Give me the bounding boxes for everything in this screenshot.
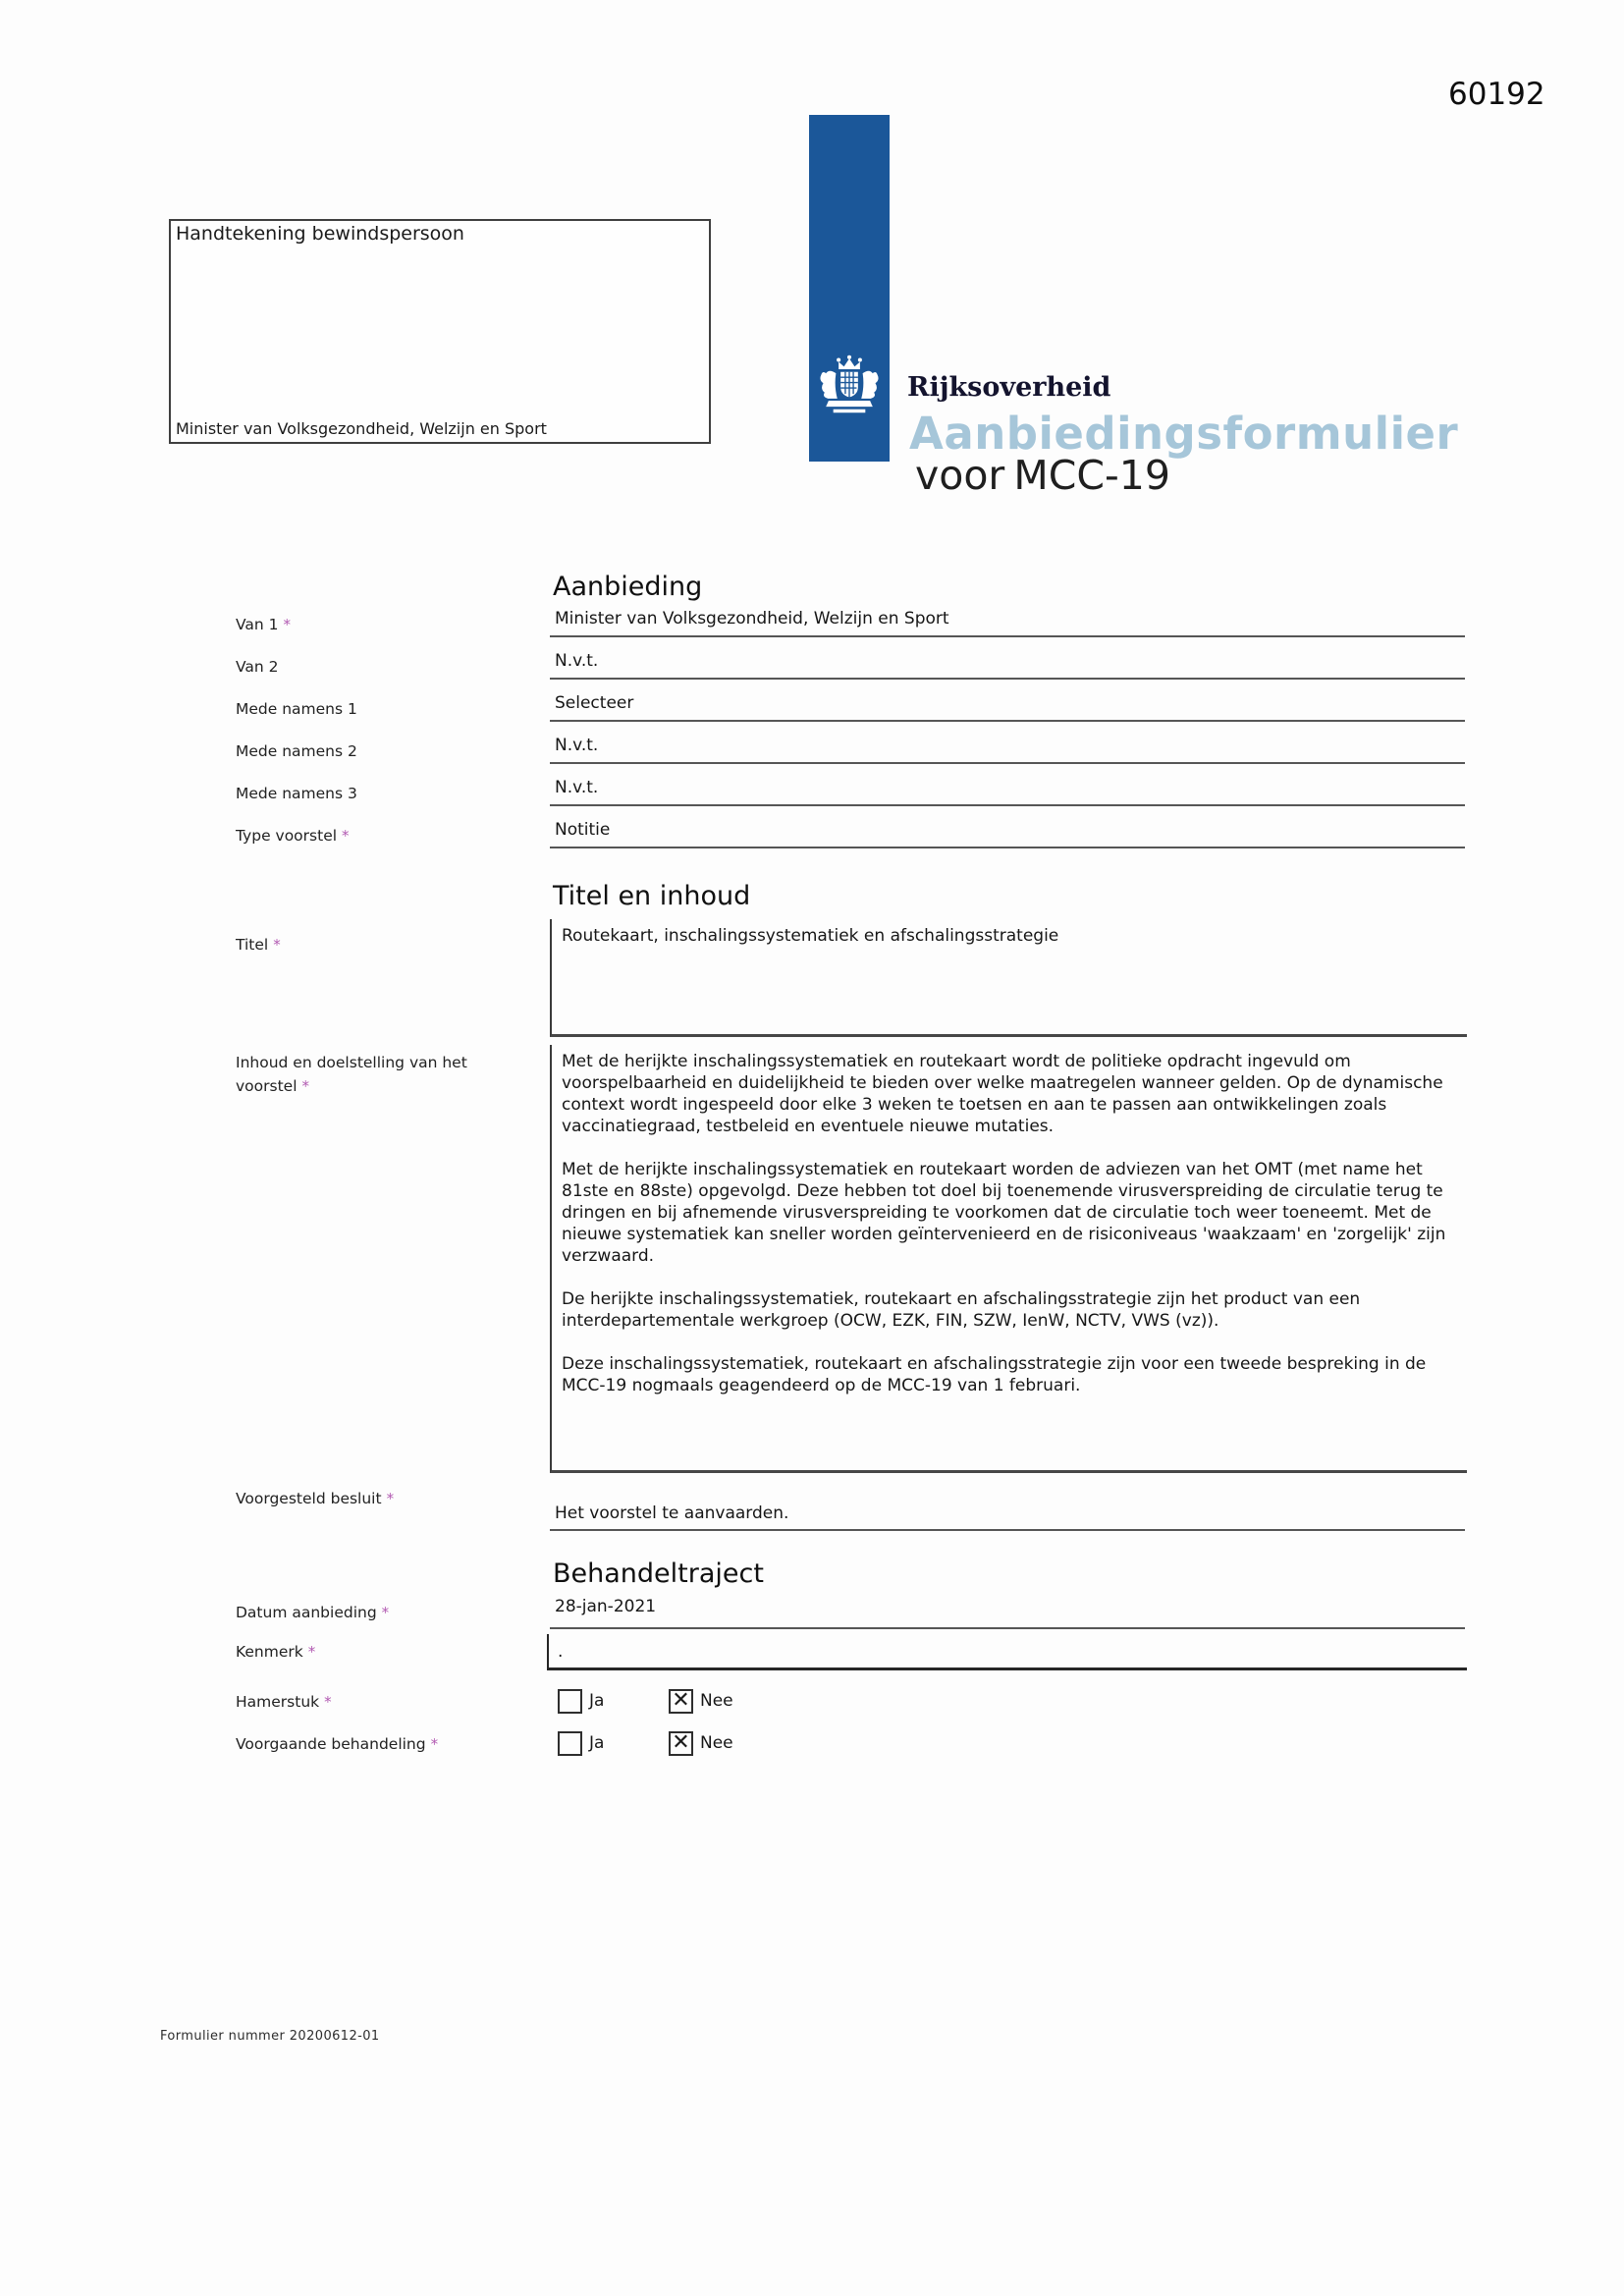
signature-box-title: Handtekening bewindspersoon bbox=[176, 223, 464, 245]
inhoud-paragraph-4: Deze inschalingssystematiek, routekaart en afschalingsstrategie zijn voor een tweede bespreking in de MCC-19 nogmaals geagendeerd op de MCC-19 van 1 februari. bbox=[562, 1354, 1427, 1395]
field-underline bbox=[550, 720, 1465, 722]
form-title: Aanbiedingsformulier bbox=[909, 408, 1459, 460]
required-asterisk: * bbox=[283, 616, 292, 633]
form-subtitle: voor MCC-19 bbox=[915, 452, 1170, 499]
voorgaande-behandeling-checkbox-ja-label: Ja bbox=[589, 1733, 605, 1753]
field-row-type-voorstel bbox=[0, 820, 1624, 863]
field-row-van-2 bbox=[0, 651, 1624, 694]
required-asterisk: * bbox=[386, 1490, 395, 1507]
signature-signer-label: Minister van Volksgezondheid, Welzijn en Sport bbox=[176, 419, 547, 438]
field-label-inhoud: Inhoud en doelstelling van het voorstel * bbox=[236, 1054, 467, 1095]
form-number: Formulier nummer 20200612-01 bbox=[160, 2029, 380, 2044]
hamerstuk-checkbox-nee[interactable]: ✕ bbox=[669, 1689, 693, 1714]
field-underline bbox=[550, 678, 1465, 680]
field-value-inhoud bbox=[552, 1045, 1467, 1402]
field-value-mede-namens-3[interactable]: N.v.t. bbox=[555, 778, 599, 797]
field-label-kenmerk: Kenmerk * bbox=[236, 1643, 316, 1661]
field-underline bbox=[550, 804, 1465, 806]
field-titel-textbox[interactable] bbox=[550, 919, 1467, 1037]
required-asterisk: * bbox=[430, 1735, 439, 1753]
field-row-mede-namens-1 bbox=[0, 693, 1624, 737]
required-asterisk: * bbox=[273, 936, 281, 954]
rijksoverheid-crest-icon bbox=[816, 354, 883, 418]
field-inhoud-textbox[interactable] bbox=[550, 1045, 1467, 1473]
field-label-mede-namens-1: Mede namens 1 bbox=[236, 700, 357, 718]
field-underline bbox=[550, 847, 1465, 848]
field-value-type-voorstel[interactable]: Notitie bbox=[555, 820, 611, 840]
signature-field[interactable] bbox=[169, 219, 711, 444]
field-label-voorgesteld-besluit: Voorgesteld besluit * bbox=[236, 1490, 395, 1507]
field-value-voorgesteld-besluit[interactable]: Het voorstel te aanvaarden. bbox=[555, 1503, 789, 1523]
field-label-mede-namens-2: Mede namens 2 bbox=[236, 742, 357, 760]
field-label-van-1: Van 1 * bbox=[236, 616, 292, 633]
field-label-datum-aanbieding: Datum aanbieding * bbox=[236, 1604, 390, 1621]
field-value-van-1[interactable]: Minister van Volksgezondheid, Welzijn en Sport bbox=[555, 609, 949, 629]
field-label-voorgaande-behandeling: Voorgaande behandeling * bbox=[236, 1735, 439, 1753]
section-title-behandeltraject: Behandeltraject bbox=[553, 1558, 764, 1589]
field-label-titel: Titel * bbox=[236, 936, 281, 954]
required-asterisk: * bbox=[301, 1077, 310, 1095]
field-row-van-1 bbox=[0, 609, 1624, 652]
voorgaande-behandeling-checkbox-nee-label: Nee bbox=[700, 1733, 733, 1753]
hamerstuk-checkbox-ja[interactable] bbox=[558, 1689, 582, 1714]
inhoud-paragraph-3: De herijkte inschalingssystematiek, routekaart en afschalingsstrategie zijn het product van een interdepartementale werkgroep (OCW, EZK, FIN, SZW, IenW, NCTV, VWS (vz)). bbox=[562, 1289, 1361, 1331]
field-row-voorgaande-behandeling bbox=[0, 1730, 1624, 1760]
field-label-type-voorstel: Type voorstel * bbox=[236, 827, 350, 845]
field-label-hamerstuk: Hamerstuk * bbox=[236, 1693, 332, 1711]
field-row-mede-namens-3 bbox=[0, 778, 1624, 821]
inhoud-paragraph-1: Met de herijkte inschalingssystematiek en routekaart wordt de politieke opdracht ingevuld om voorspelbaarheid en duidelijkheid te bieden over welke maatregelen wanneer gelden. Op de dynamische context wordt ingespeeld door elke 3 weken te toetsen en aan te passen aan ontwikkelingen zoals vaccinatiegraad, testbeleid en eventuele nieuwe mutaties. bbox=[562, 1052, 1443, 1136]
field-row-voorgesteld-besluit bbox=[0, 1487, 1624, 1530]
required-asterisk: * bbox=[381, 1604, 390, 1621]
section-title-aanbieding: Aanbieding bbox=[553, 572, 703, 602]
field-kenmerk-textbox[interactable] bbox=[547, 1634, 1467, 1670]
field-row-hamerstuk bbox=[0, 1688, 1624, 1718]
section-title-titel-en-inhoud: Titel en inhoud bbox=[553, 881, 751, 911]
required-asterisk: * bbox=[324, 1693, 332, 1711]
field-underline bbox=[550, 762, 1465, 764]
org-name: Rijksoverheid bbox=[907, 372, 1111, 403]
field-value-mede-namens-2[interactable]: N.v.t. bbox=[555, 736, 599, 755]
hamerstuk-checkbox-nee-label: Nee bbox=[700, 1691, 733, 1711]
required-asterisk: * bbox=[307, 1643, 316, 1661]
field-label-mede-namens-3: Mede namens 3 bbox=[236, 785, 357, 802]
rijksoverheid-logo-bar bbox=[809, 115, 890, 462]
field-row-mede-namens-2 bbox=[0, 736, 1624, 779]
document-number: 60192 bbox=[1448, 77, 1545, 112]
field-value-mede-namens-1[interactable]: Selecteer bbox=[555, 693, 634, 713]
field-value-kenmerk: . bbox=[558, 1642, 564, 1662]
voorgaande-behandeling-checkbox-ja[interactable] bbox=[558, 1731, 582, 1756]
field-underline bbox=[550, 1529, 1465, 1531]
field-value-van-2[interactable]: N.v.t. bbox=[555, 651, 599, 671]
field-underline bbox=[550, 635, 1465, 637]
hamerstuk-checkbox-ja-label: Ja bbox=[589, 1691, 605, 1711]
inhoud-paragraph-2: Met de herijkte inschalingssystematiek en routekaart worden de adviezen van het OMT (met name het 81ste en 88ste) opgevolgd. Deze hebben tot doel bij toenemende virusverspreiding de circulatie terug te dringen en bij afnemende virusverspreiding te voorkomen dat de circulatie toch weer toeneemt. Met de nieuwe systematiek kan sneller worden geïntervenieerd en de risiconiveaus 'waakzaam' en 'zorgelijk' zijn verzwaard. bbox=[562, 1160, 1446, 1266]
field-underline bbox=[550, 1627, 1465, 1629]
field-label-van-2: Van 2 bbox=[236, 658, 279, 676]
field-value-datum-aanbieding[interactable]: 28-jan-2021 bbox=[555, 1597, 657, 1616]
required-asterisk: * bbox=[342, 827, 350, 845]
voorgaande-behandeling-checkbox-nee[interactable]: ✕ bbox=[669, 1731, 693, 1756]
field-value-titel: Routekaart, inschalingssystematiek en afschalingsstrategie bbox=[562, 926, 1059, 946]
